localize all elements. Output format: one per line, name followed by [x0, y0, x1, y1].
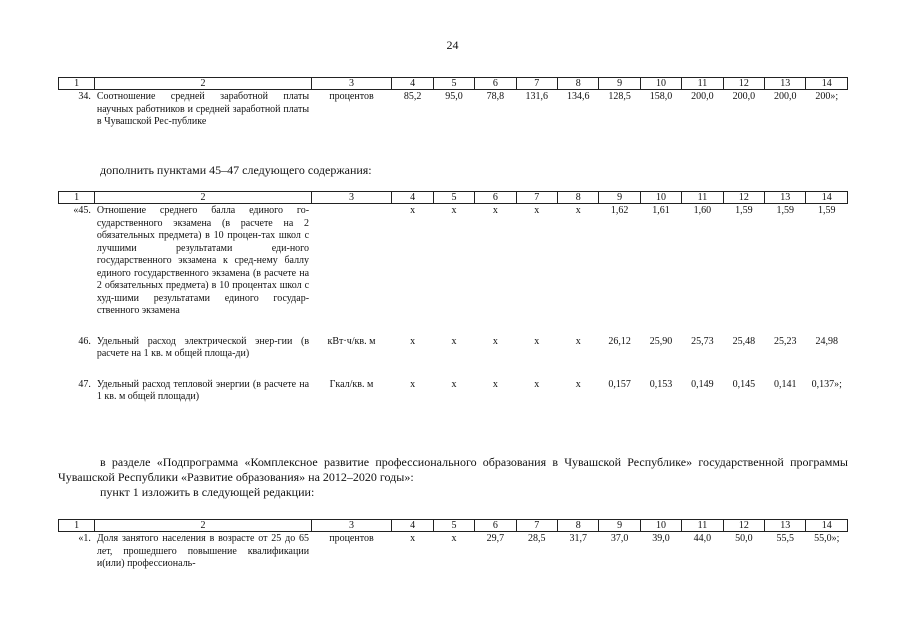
column-number: 1 [59, 78, 95, 90]
unit-cell: кВт·ч/кв. м [327, 335, 376, 347]
value-cell: 0,153 [649, 378, 673, 390]
value-cell: х [451, 205, 457, 216]
value-cell: х [451, 378, 457, 390]
value-cell: 31,7 [569, 533, 587, 544]
indicator-name: Отношение среднего балла единого го-сударственного экзамена (в расчете на 2 обязательных предмета) в 10 процен-тах школ с лучшими результатами еди-ного государственного экзамена к сред-нему баллу единого государственного экзамена (в расчете на 2 обязательных предмета) в 10 процентах школ с худ-шими результатами единого государ-ственного экзамена [96, 205, 310, 316]
value-cell: 1,59 [817, 205, 836, 216]
column-number: 12 [723, 520, 764, 532]
table-header-row [59, 78, 848, 90]
value-cell: 0,145 [732, 378, 756, 390]
unit-cell: процентов [329, 91, 374, 102]
column-number: 1 [59, 520, 95, 532]
value-cell: 44,0 [693, 533, 712, 544]
indicator-name: Удельный расход электрической энер-гии (в расчете на 1 кв. м общей площа-ди) [96, 335, 310, 359]
table-row [59, 90, 848, 130]
column-number: 10 [640, 192, 681, 204]
table-header-row [59, 520, 848, 532]
row-number: 34. [78, 91, 91, 102]
value-cell: х [410, 378, 416, 390]
value-cell: 0,141 [773, 378, 797, 390]
value-cell: х [410, 335, 416, 347]
value-cell: 0,157 [608, 378, 631, 390]
column-number: 4 [392, 78, 433, 90]
value-cell: 200»; [815, 91, 839, 102]
paragraph-section-reference: в разделе «Подпрограмма «Комплексное развитие профессионального образования в Чувашской Республике» государственной программы Чувашской Республики «Развитие образования» на 2012–2020 годы»: [58, 455, 848, 484]
indicator-table-3 [58, 519, 848, 572]
column-number: 7 [516, 520, 557, 532]
column-number: 2 [95, 520, 311, 532]
column-number: 4 [392, 192, 433, 204]
column-number: 14 [806, 78, 848, 90]
column-number: 5 [433, 520, 474, 532]
value-cell: 26,12 [608, 335, 631, 347]
column-number: 13 [765, 520, 806, 532]
value-cell: 37,0 [610, 533, 629, 544]
column-number: 6 [475, 78, 516, 90]
value-cell: 200,0 [732, 91, 756, 102]
column-number: 6 [475, 520, 516, 532]
column-number: 13 [765, 78, 806, 90]
column-number: 11 [682, 78, 723, 90]
column-number: 3 [311, 78, 392, 90]
paragraph-item-1-edit: пункт 1 изложить в следующей редакции: [100, 485, 315, 499]
row-number: 47. [78, 378, 91, 390]
column-number: 10 [640, 78, 681, 90]
column-number: 4 [392, 520, 433, 532]
column-number: 11 [682, 192, 723, 204]
value-cell: х [575, 335, 581, 347]
column-number: 8 [557, 520, 598, 532]
value-cell: х [575, 378, 581, 390]
column-number: 3 [311, 192, 392, 204]
value-cell: 134,6 [566, 91, 590, 102]
value-cell: х [492, 205, 498, 216]
column-number: 11 [682, 520, 723, 532]
table-header-row [59, 192, 848, 204]
column-number: 1 [59, 192, 95, 204]
table-row [59, 532, 848, 572]
value-cell: 1,62 [610, 205, 629, 216]
value-cell: х [410, 533, 416, 544]
table-row [59, 362, 848, 405]
column-number: 14 [806, 520, 848, 532]
table-row [59, 204, 848, 319]
value-cell: х [410, 205, 416, 216]
value-cell: х [534, 335, 540, 347]
value-cell: 55,5 [776, 533, 794, 544]
unit-cell: Гкал/кв. м [329, 378, 374, 390]
indicator-name: Удельный расход тепловой энергии (в расчете на 1 кв. м общей площади) [96, 378, 310, 402]
value-cell: 25,23 [773, 335, 797, 347]
column-number: 7 [516, 78, 557, 90]
value-cell: 85,2 [403, 91, 422, 102]
value-cell: х [534, 378, 540, 390]
value-cell: 55,0»; [814, 533, 840, 544]
value-cell: 50,0 [735, 533, 753, 544]
column-number: 13 [765, 192, 806, 204]
row-number: 46. [78, 335, 91, 347]
value-cell: х [451, 533, 457, 544]
value-cell: 39,0 [652, 533, 670, 544]
indicator-table-1 [58, 77, 848, 130]
value-cell: 1,60 [693, 205, 712, 216]
value-cell: х [492, 335, 498, 347]
column-number: 14 [806, 192, 848, 204]
value-cell: 1,59 [735, 205, 753, 216]
page-number: 24 [446, 38, 459, 52]
value-cell: х [534, 205, 540, 216]
value-cell: 28,5 [528, 533, 546, 544]
value-cell: х [492, 378, 498, 390]
value-cell: х [575, 205, 581, 216]
paragraph-add-items: дополнить пунктами 45–47 следующего содержания: [100, 163, 372, 177]
value-cell: 200,0 [691, 91, 714, 102]
unit-cell [311, 204, 392, 319]
value-cell: 1,59 [776, 205, 794, 216]
value-cell: 29,7 [486, 533, 505, 544]
column-number: 5 [433, 78, 474, 90]
column-number: 12 [723, 192, 764, 204]
column-number: 12 [723, 78, 764, 90]
column-number: 9 [599, 78, 640, 90]
value-cell: 25,90 [649, 335, 673, 347]
unit-cell: процентов [329, 533, 374, 544]
value-cell: 158,0 [649, 91, 673, 102]
column-number: 7 [516, 192, 557, 204]
column-number: 8 [557, 192, 598, 204]
value-cell: 0,149 [691, 378, 714, 390]
column-number: 8 [557, 78, 598, 90]
indicator-name: Соотношение средней заработной платы научных работников и средней заработной платы в Чувашской Рес-публике [96, 91, 310, 127]
row-number: «1. [78, 533, 91, 544]
indicator-name: Доля занятого населения в возрасте от 25 до 65 лет, прошедшего повышение квалификации и(или) профессиональ- [96, 533, 310, 569]
value-cell: 1,61 [652, 205, 670, 216]
value-cell: х [451, 335, 457, 347]
value-cell: 131,6 [525, 91, 549, 102]
column-number: 6 [475, 192, 516, 204]
value-cell: 0,137»; [811, 378, 842, 390]
value-cell: 78,8 [486, 91, 505, 102]
row-number: «45. [73, 205, 91, 216]
column-number: 3 [311, 520, 392, 532]
value-cell: 24,98 [815, 335, 838, 347]
column-number: 9 [599, 192, 640, 204]
table-row [59, 319, 848, 362]
column-number: 9 [599, 520, 640, 532]
value-cell: 25,73 [691, 335, 714, 347]
column-number: 10 [640, 520, 681, 532]
value-cell: 128,5 [608, 91, 631, 102]
value-cell: 25,48 [732, 335, 756, 347]
column-number: 2 [95, 192, 311, 204]
column-number: 5 [433, 192, 474, 204]
value-cell: 200,0 [773, 91, 797, 102]
indicator-table-2 [58, 191, 848, 405]
value-cell: 95,0 [445, 91, 463, 102]
column-number: 2 [95, 78, 311, 90]
